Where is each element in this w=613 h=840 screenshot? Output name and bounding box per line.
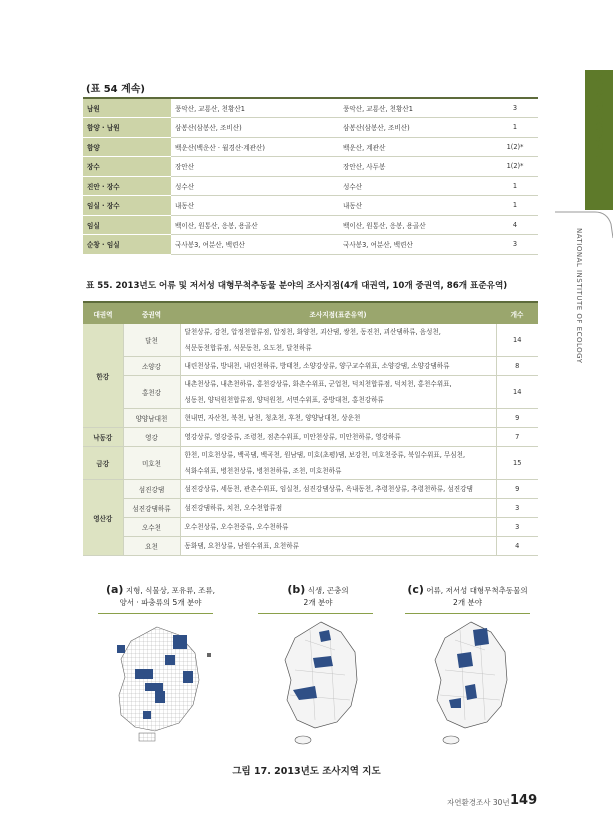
cell-mid: 오수천 bbox=[123, 518, 180, 537]
cell-sites bbox=[180, 376, 496, 409]
map-b-letter: (b) bbox=[287, 583, 306, 596]
footer-title: 자연환경조사 30년 bbox=[447, 798, 510, 807]
map-a bbox=[95, 625, 225, 750]
cell-sites bbox=[180, 499, 496, 518]
cell-count: 14 bbox=[496, 376, 538, 409]
cell-col2: 삼봉산(삼봉산, 조비산) bbox=[171, 118, 339, 138]
cell-count: 15 bbox=[496, 447, 538, 480]
map-b-rule bbox=[258, 613, 373, 614]
jeju-island bbox=[295, 736, 311, 744]
map-c-line1: 어류, 저서성 대형무척추동물의 bbox=[426, 586, 528, 595]
sites-line1: 내촌천상류, 내촌천하류, 홍천강상류, 화촌수위표, 군업천, 덕치천합류점, 덕치천, 홍천수위표, bbox=[184, 380, 452, 388]
table54-row bbox=[83, 157, 538, 177]
map-b-line1: 식생, 곤충의 bbox=[307, 586, 349, 595]
table54-row bbox=[83, 137, 538, 157]
survey-region bbox=[457, 652, 473, 668]
table55-row bbox=[83, 480, 538, 499]
cell-sites bbox=[180, 480, 496, 499]
jeju-island bbox=[443, 736, 459, 744]
table55-row bbox=[83, 447, 538, 480]
korea-outline bbox=[435, 622, 507, 728]
cell-col3: 백운산, 계관산 bbox=[339, 137, 492, 157]
cell-count: 1 bbox=[492, 196, 538, 216]
map-c-line2: 2개 분야 bbox=[453, 598, 482, 607]
sites-line1: 내린천상류, 방내천, 내린천하류, 방태천, 소양강상류, 양구교수위표, 소양강댐, 소양강댐하류 bbox=[184, 362, 450, 370]
sites-line1: 동화댐, 요천상류, 남원수위표, 요천하류 bbox=[184, 542, 299, 550]
cell-name: 임실 bbox=[83, 215, 171, 235]
header-sites: 조사지점(표준유역) bbox=[180, 302, 496, 324]
cell-count: 1(2)* bbox=[492, 157, 538, 177]
cell-name: 진안 · 장수 bbox=[83, 176, 171, 196]
survey-region bbox=[465, 684, 477, 700]
map-a-line1: 지형, 식물상, 포유류, 조류, bbox=[125, 586, 215, 595]
cell-mid: 영강 bbox=[123, 428, 180, 447]
table54 bbox=[83, 97, 538, 255]
cell-sites bbox=[180, 537, 496, 556]
cell-sites bbox=[180, 447, 496, 480]
cell-col2: 장안산 bbox=[171, 157, 339, 177]
table54-row bbox=[83, 215, 538, 235]
sites-line2: 성동천, 양덕원천합류점, 양덕원천, 서면수위표, 중방대천, 홍천강하류 bbox=[184, 396, 384, 404]
sites-line1: 한천, 미호천상류, 백곡댐, 백곡천, 원남댐, 미호(초평)댐, 보강천, 미호천중류, 북일수위표, 무심천, bbox=[184, 451, 466, 459]
sites-line1: 섬진강상류, 세동천, 관촌수위표, 임실천, 섬진강댐상류, 옥내동천, 추령천상류, 추령천하류, 섬진강댐 bbox=[184, 485, 473, 493]
sites-line2: 석문동천합류점, 석문동천, 요도천, 달천하류 bbox=[184, 344, 312, 352]
table54-row bbox=[83, 196, 538, 216]
table54-row bbox=[83, 98, 538, 118]
cell-mid: 홍천강 bbox=[123, 376, 180, 409]
cell-region: 낙동강 bbox=[83, 428, 123, 447]
table55-row bbox=[83, 409, 538, 428]
survey-region bbox=[473, 628, 489, 646]
cell-count: 3 bbox=[496, 518, 538, 537]
map-b bbox=[275, 620, 375, 750]
cell-mid: 양양남대천 bbox=[123, 409, 180, 428]
cell-sites bbox=[180, 357, 496, 376]
sites-line1: 현내면, 자산천, 북천, 남천, 청초천, 후천, 양양남대천, 상운천 bbox=[184, 414, 361, 422]
table54-row bbox=[83, 235, 538, 255]
cell-sites bbox=[180, 518, 496, 537]
sites-line1: 섬진강댐하류, 치천, 오수천합류점 bbox=[184, 504, 283, 512]
sites-line2: 석화수위표, 병천천상류, 병천천하류, 조천, 미호천하류 bbox=[184, 467, 342, 475]
map-a-rule bbox=[98, 613, 213, 614]
cell-col3: 풍악산, 교룡산, 천황산1 bbox=[339, 98, 492, 118]
cell-col3: 삼봉산(삼봉산, 조비산) bbox=[339, 118, 492, 138]
cell-col2: 백이산, 원통산, 응봉, 용골산 bbox=[171, 215, 339, 235]
cell-col2: 성수산 bbox=[171, 176, 339, 196]
cell-region: 금강 bbox=[83, 447, 123, 480]
chapter-label: 제1장 전국자연환경조사 bbox=[594, 75, 604, 169]
cell-col3: 내동산 bbox=[339, 196, 492, 216]
sites-line1: 달천상류, 감천, 압정천합류점, 압정천, 화양천, 괴산댐, 쌍천, 동진천, 괴산댐하류, 음성천, bbox=[184, 328, 441, 336]
table55-row bbox=[83, 499, 538, 518]
cell-count: 3 bbox=[492, 98, 538, 118]
cell-name: 순창 · 임실 bbox=[83, 235, 171, 255]
survey-block bbox=[145, 683, 163, 691]
cell-count: 9 bbox=[496, 480, 538, 499]
cell-mid: 요천 bbox=[123, 537, 180, 556]
cell-count: 4 bbox=[496, 537, 538, 556]
table54-row bbox=[83, 118, 538, 138]
header-region: 대권역 bbox=[83, 302, 123, 324]
cell-region: 영산강 bbox=[83, 480, 123, 556]
island bbox=[207, 653, 211, 657]
header-mid: 중권역 bbox=[123, 302, 180, 324]
table54-row bbox=[83, 176, 538, 196]
cell-col2: 내동산 bbox=[171, 196, 339, 216]
cell-col2: 백운산(백운산 · 월경산·계관산) bbox=[171, 137, 339, 157]
table55-row bbox=[83, 376, 538, 409]
survey-region bbox=[319, 630, 331, 642]
map-a-caption bbox=[98, 584, 223, 609]
cell-count: 14 bbox=[496, 324, 538, 357]
survey-block bbox=[183, 671, 193, 683]
cell-count: 9 bbox=[496, 409, 538, 428]
cell-mid: 섬진강댐하류 bbox=[123, 499, 180, 518]
cell-count: 1(2)* bbox=[492, 137, 538, 157]
survey-block bbox=[165, 655, 175, 665]
cell-sites bbox=[180, 324, 496, 357]
survey-block bbox=[143, 711, 151, 719]
header-count: 개수 bbox=[496, 302, 538, 324]
page-number: 149 bbox=[510, 793, 538, 808]
cell-count: 3 bbox=[496, 499, 538, 518]
map-c-caption bbox=[400, 584, 535, 609]
map-b-line2: 2개 분야 bbox=[303, 598, 333, 607]
table55-title: 표 55. 2013년도 어류 및 저서성 대형무척추동물 분야의 조사지점(4개 대권역, 10개 중권역, 86개 표준유역) bbox=[86, 281, 508, 291]
survey-block bbox=[155, 691, 165, 703]
sidebar-curve bbox=[555, 210, 613, 240]
cell-col3: 국사봉3, 여분산, 백련산 bbox=[339, 235, 492, 255]
cell-count: 1 bbox=[492, 118, 538, 138]
cell-col2: 국사봉3, 여분산, 백련산 bbox=[171, 235, 339, 255]
map-b-caption bbox=[268, 584, 368, 609]
table55-row bbox=[83, 357, 538, 376]
cell-name: 함양 · 남원 bbox=[83, 118, 171, 138]
table55-row bbox=[83, 324, 538, 357]
cell-name: 임실 · 장수 bbox=[83, 196, 171, 216]
table55 bbox=[83, 301, 538, 556]
table54-caption: (표 54 계속) bbox=[86, 84, 145, 95]
figure-caption: 그림 17. 2013년도 조사지역 지도 bbox=[232, 766, 381, 777]
cell-mid: 달천 bbox=[123, 324, 180, 357]
cell-count: 1 bbox=[492, 176, 538, 196]
cell-name: 남원 bbox=[83, 98, 171, 118]
cell-count: 7 bbox=[496, 428, 538, 447]
cell-col3: 장안산, 사두봉 bbox=[339, 157, 492, 177]
cell-count: 4 bbox=[492, 215, 538, 235]
survey-block bbox=[173, 635, 187, 649]
survey-block bbox=[117, 645, 125, 653]
sites-line1: 영강상류, 영강중류, 조령천, 점촌수위표, 미안천상류, 미안천하류, 영강하류 bbox=[184, 433, 401, 441]
map-a-letter: (a) bbox=[105, 583, 124, 596]
map-c bbox=[425, 620, 525, 750]
cell-mid: 섬진강댐 bbox=[123, 480, 180, 499]
cell-col2: 풍악산, 교룡산, 천황산1 bbox=[171, 98, 339, 118]
cell-sites bbox=[180, 409, 496, 428]
cell-region: 한강 bbox=[83, 324, 123, 428]
map-c-letter: (c) bbox=[407, 583, 424, 596]
table55-row bbox=[83, 428, 538, 447]
cell-col3: 성수산 bbox=[339, 176, 492, 196]
cell-count: 8 bbox=[496, 357, 538, 376]
map-a-line2: 양서 · 파충류의 5개 분야 bbox=[119, 598, 202, 607]
table55-row bbox=[83, 537, 538, 556]
institute-label: NATIONAL INSTITUTE OF ECOLOGY bbox=[575, 228, 583, 364]
cell-sites bbox=[180, 428, 496, 447]
survey-region bbox=[313, 656, 333, 668]
map-c-rule bbox=[405, 613, 530, 614]
cell-col3: 백이산, 원통산, 응봉, 용골산 bbox=[339, 215, 492, 235]
cell-mid: 미호천 bbox=[123, 447, 180, 480]
sites-line1: 오수천상류, 오수천중류, 오수천하류 bbox=[184, 523, 289, 531]
table55-row bbox=[83, 518, 538, 537]
cell-mid: 소양강 bbox=[123, 357, 180, 376]
jeju-island bbox=[139, 733, 155, 741]
survey-block bbox=[135, 669, 153, 679]
cell-count: 3 bbox=[492, 235, 538, 255]
cell-name: 함양 bbox=[83, 137, 171, 157]
cell-name: 장수 bbox=[83, 157, 171, 177]
